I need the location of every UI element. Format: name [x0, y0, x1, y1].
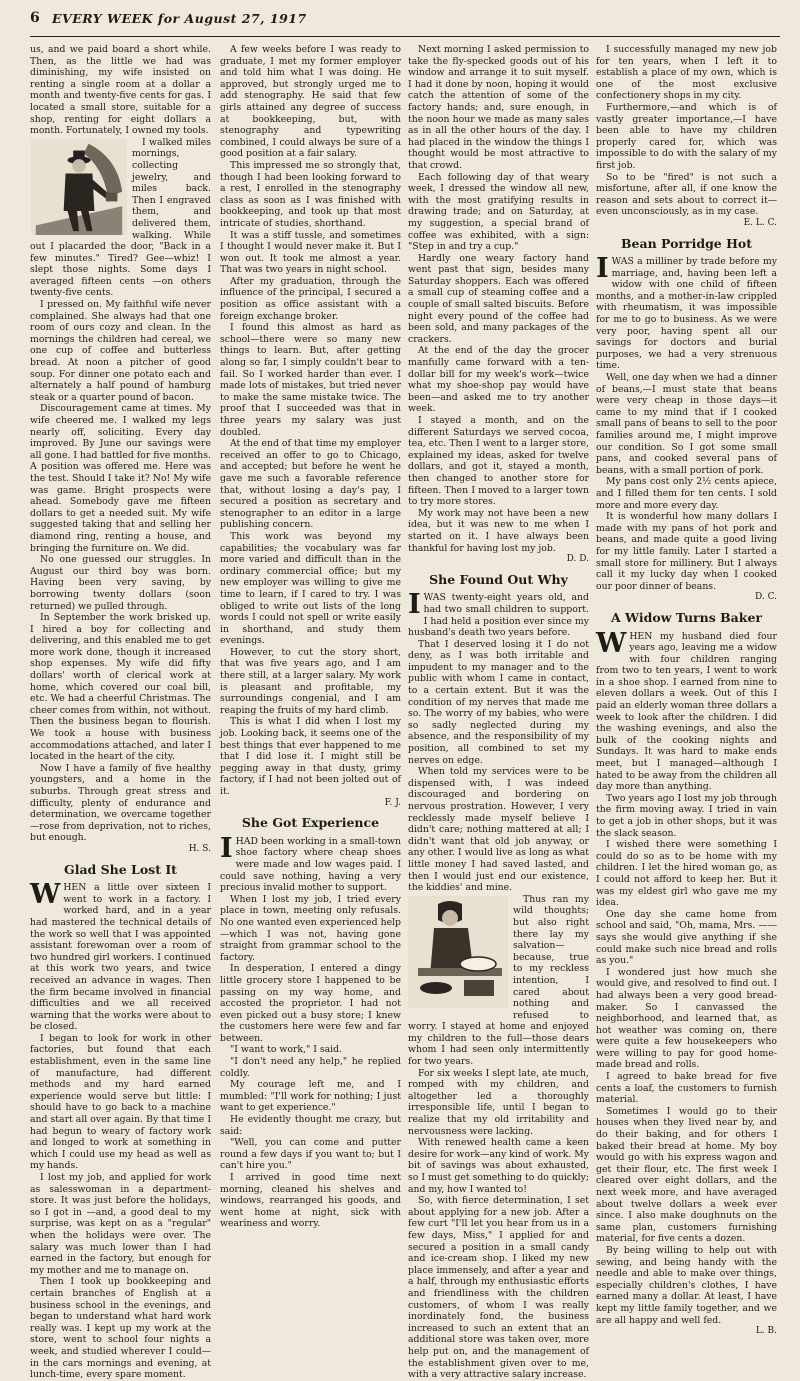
- story-paragraph: Next morning I asked permission to take the fly-specked goods out of his window and arrange it to suit myself. I had it done by noon, hoping it would catch the attention of some of the factory hands; and, sure enough, in the noon hour we made as many sales as in all the other hours of the day. I had placed in the window the things I thought would be most attractive to that crowd.: [408, 44, 589, 171]
- author-initials: L. B.: [755, 1326, 777, 1337]
- story-paragraph: I arrived in good time next morning, cleaned his shelves and windows, rearranged his goods, and went home at night, sick with weariness and worry.: [220, 1172, 401, 1230]
- drop-cap: W: [596, 627, 627, 659]
- story-paragraph: Two years ago I lost my job through the firm moving away. I tried in vain to get a job in other shops, but it was the slack season.: [596, 792, 777, 839]
- story-title: Bean Porridge Hot: [620, 235, 753, 251]
- story-paragraph: It was a stiff tussle, and sometimes I thought I would never make it. But I won out. It took me almost a year. That was two years in night school.: [220, 229, 401, 276]
- drop-cap: W: [30, 879, 61, 911]
- story-paragraph: My courage left me, and I mumbled: "I'll work for nothing; I just want to get experience.": [220, 1079, 401, 1114]
- story-paragraph: With renewed health came a keen desire for work—any kind of work. My bit of savings was about exhausted, so I must get something to do quickly; and my, how I wanted to!: [408, 1137, 590, 1195]
- story-paragraph: "I want to work," I said.: [230, 1044, 343, 1056]
- story-paragraph: I stayed a month, and on the different Saturdays we served cocoa, tea, etc. Then I went to a larger store, explained my ideas, asked for twelve dollars, and got it, stayed a month, then changed to another store for fifteen. Then I moved to a larger town to try more stores.: [408, 415, 589, 508]
- story-paragraph: My pans cost only 2½ cents apiece, and I filled them for ten cents. I sold more and more every day.: [596, 476, 777, 511]
- story-paragraph: In September the work brisked up. I hired a boy for collecting and delivering, and this enabled me to get more work done, though it increased shop expenses. My wife did fifty dollars' worth of clerical work at home, which covered our coal bill, etc. We had a cheerful Christmas. The cheer comes from within, not without. Then the business began to flourish. We took a house with business accommodations attached, and later I located in the heart of the city.: [30, 612, 211, 763]
- story-paragraph: This work was beyond my capabilities; the vocabulary was far more varied and difficult than in the ordinary commercial office; but my new employer was willing to give me time to learn, if I cared to try. I was obliged to write out lists of the long words I could not spell or write easily in shorthand, and study them evenings.: [220, 530, 401, 647]
- story-paragraph: This is what I did when I lost my job. Looking back, it seems one of the best things that ever happened to me that I did lose it. I might still be pegging away in that dusty, grimy factory, if I had not been jolted out of it.: [220, 716, 401, 797]
- story-paragraph: One day she came home from school and said, "Oh, mama, Mrs. —— says she would give anything if she could make such nice bread and rolls as you.": [596, 908, 777, 967]
- story-paragraph: WHEN my husband died four years ago, leaving me a widow with four children ranging from two to ten years, I went to work in a shoe shop. I earned from nine to eleven dollars a week. Out of this I paid an elderly woman three dollars a week to look after the children. I did the washing evenings, and also the bulk of the cooking nights and Sundays. It was hard to make ends meet, but I managed—although I hated to be away from the children all day more than anything.: [596, 627, 777, 793]
- story-paragraph: So to be "fired" is not such a misfortune, after all, if one know the reason and sets about to correct it—even unconsciously, as in my case.: [596, 171, 777, 218]
- story-paragraph: By being willing to help out with sewing, and being handy with the needle and able to make over things, especially children's clothes, I have earned many a dollar. At least, I have kept my little family together, and we are all happy and well fed.: [596, 1244, 777, 1326]
- story-paragraph: IHAD been working in a small-town shoe factory where cheap shoes were made and low wages paid. I could save nothing, having a very precious invalid mother to support.: [220, 832, 401, 894]
- story-paragraph: IWAS a milliner by trade before my marriage, and, having been left a widow with one child of fifteen months, and a mother-in-law crippled with rheumatism, it was impossible for me to go to business. As we were very poor, having spent all our savings for doctors and burial purposes, we had a very strenuous time.: [596, 253, 777, 372]
- story-paragraph: This impressed me so strongly that, though I had been looking forward to a rest, I enrolled in the stenography class as soon as I was finished with bookkeeping, and took up that most intricate of studies, shorthand.: [220, 159, 401, 229]
- story-title: Glad She Lost It: [64, 861, 177, 877]
- story-paragraph: When I lost my job, I tried every place in town, meeting only refusals. No one wanted even experienced help—which I was not, having gone straight from grammar school to the factory.: [220, 893, 401, 963]
- story-paragraph: I successfully managed my new job for ten years, when I left it to establish a place of my own, which is one of the most exclusive confectionery shops in my city.: [596, 44, 777, 102]
- drop-cap: I: [408, 589, 421, 621]
- story-paragraph: Sometimes I would go to their houses when they lived near by, and do their baking, and for others I baked their bread at home. My boy would go with his express wagon and get their flour, etc. The first week I cleared over eight dollars, and the next week more, and have averaged about twelve dollars a week ever since. I also make doughnuts on the same plan, customers furnishing material, for five cents a dozen.: [596, 1105, 777, 1245]
- story-paragraph: After my graduation, through the influence of the principal, I secured a position as office assistant with a foreign exchange broker.: [220, 275, 401, 322]
- story-title: A Widow Turns Baker: [611, 609, 762, 625]
- story-paragraph: When told my services were to be dispensed with, I was indeed discouraged and bordering on nervous prostration. However, I very recklessly made myself believe I didn't care; nothing mattered at all; I didn't want that old job anyway, or any other. I would live as long as what little money I had saved lasted, and then I would just end our existence, the kiddies' and mine.: [408, 766, 589, 894]
- masthead: EVERY WEEK for August 27, 1917: [52, 11, 307, 26]
- author-initials: D. C.: [754, 592, 777, 603]
- story-paragraph: Furthermore,—and which is of vastly greater importance,—I have been able to have my children properly cared for, which was impossible to do with the salary of my first job.: [596, 101, 777, 171]
- story-paragraph: "I don't need any help," he replied coldly.: [220, 1056, 401, 1079]
- author-initials: F. J.: [384, 797, 401, 808]
- story-paragraph: Now I have a family of five healthy youngsters, and a home in the suburbs. Through great stress and difficulty, plenty of endurance and determination, we overcame together—rose from deprivation, not to riches, but enough.: [30, 762, 211, 844]
- story-paragraph: I lost my job, and applied for work as salesswoman in a department-store. It was just before the holidays, so I got in —and, a good deal to my surprise, was kept on as a "regular" when the holidays were over. The salary was much lower than I had earned in the factory, but enough for my mother and me to manage on.: [30, 1172, 211, 1276]
- story-paragraph: Thus ran my wild thoughts; but also right there lay my salvation—because, true to my reckless intention, I cared about nothing and refused to worry. I stayed at home and enjoyed my children to the full—those dears whom I had seen only intermittently for two years.: [408, 893, 589, 1068]
- story-paragraph: Then I took up bookkeeping and certain branches of English at a business school in the evenings, and began to understand what hard work really was. I kept up my work at the store, went to school four nights a week, and studied wherever I could—in the cars mornings and evening, at lunch-time, every spare moment.: [30, 1276, 211, 1381]
- story-title: She Found Out Why: [429, 571, 568, 587]
- drop-cap: I: [220, 832, 233, 864]
- story-title: She Got Experience: [241, 815, 380, 831]
- story-paragraph: I wondered just how much she would give, and resolved to find out. I had always been a very good bread-maker. So I canvassed the neighborhood, and learned that, as hot weather was coming on, there were quite a few housekeepers who were willing to pay for good home-made bread and rolls.: [596, 966, 777, 1071]
- author-initials: E. L. C.: [743, 217, 777, 228]
- story-paragraph: I began to look for work in other factories, but found that each establishment, even in the same line of manufacture, had different methods and my hard earned experience would serve but little: I should have to go back to a machine and start all over again. By that time I had begun to weary of factory work and longed to work at something in which I could use my head as well as my hands.: [30, 1032, 211, 1172]
- column-1: [30, 44, 212, 1381]
- story-paragraph: For six weeks I slept late, ate much, romped with my children, and altogether led a thoroughly irresponsible life, until I began to realize that my old irritability and nervousness were lacking.: [408, 1067, 589, 1137]
- page-number: 6: [30, 10, 40, 26]
- story-paragraph: I pressed on. My faithful wife never complained. She always had that one room of ours cozy and clean. In the mornings the children had cereal, we one cup of coffee and butterless bread. At noon a pitcher of good soup. For dinner one potato each and alternately a half pound of hamburg steak or a quarter pound of bacon.: [30, 299, 211, 403]
- story-paragraph: "Well, you can come and putter round a few days if you want to; but I can't hire you.": [220, 1137, 401, 1172]
- story-paragraph: It is wonderful how many dollars I made with my pans of hot pork and beans, and made quite a good living for my little family. Later I started a small store for millinery. But I always call it my lucky day when I cooked our poor dinner of beans.: [596, 511, 777, 592]
- author-initials: D. D.: [566, 554, 589, 565]
- illustration-woman-baking: [408, 896, 508, 1008]
- column-4: [596, 44, 777, 1337]
- column-2: [220, 44, 401, 1230]
- page-header: [30, 10, 780, 37]
- drop-cap: I: [596, 253, 609, 285]
- story-paragraph: Discouragement came at times. My wife cheered me. I walked my legs nearly off, soliciting. Every day improved. By June our savings were all gone. I had battled for five months. A position was offered me. Here was the test. Should I take it? No! My wife was game. Bright prospects were ahead. Somebody gave me fifteen dollars to get a needed suit. My wife suggested taking that and selling her diamond ring, renting a house, and bringing the furniture on. We did.: [30, 403, 212, 554]
- story-paragraph: I found this almost as hard as school—there were so many new things to learn. But, after getting along so far, I simply couldn't bear to fail. So I worked harder than ever. I made lots of mistakes, but tried never to make the same mistake twice. The proof that I succeeded was that in three years my salary was just doubled.: [220, 322, 401, 438]
- story-paragraph: Hardly one weary factory hand went past that sign, besides many Saturday shoppers. Each was offered a small cup of steaming coffee and a couple of small salted biscuits. Before night every pound of the coffee had been sold, and many packages of the crackers.: [408, 252, 589, 345]
- story-paragraph: No one guessed our struggles. In August our third boy was born. Having been very saving, by borrowing twenty dollars (soon returned) we pulled through.: [30, 554, 211, 612]
- story-paragraph: A few weeks before I was ready to graduate, I met my former employer and told him what I was doing. He approved, but strongly urged me to add stenography. He said that few girls attained any degree of success at bookkeeping, but, with stenography and typewriting combined, I could always be sure of a good position at a fair salary.: [220, 44, 401, 160]
- illustration-man-walking: [30, 139, 128, 235]
- author-initials: H. S.: [188, 843, 211, 854]
- story-paragraph: us, and we paid board a short while. Then, as the little we had was diminishing, my wife insisted on renting a single room at a dollar a month and twenty-five cents for gas. I located a small store, suitable for a shop, renting for eight dollars a month. Fortunately, I owned my tools.: [30, 44, 211, 137]
- column-3: [408, 44, 590, 1381]
- story-paragraph: In desperation, I entered a dingy little grocery store I happened to be passing on my way home, and accosted the proprietor. I had not even picked out a busy store; I knew the customers here were few and far between.: [220, 963, 401, 1044]
- story-paragraph: However, to cut the story short, that was five years ago, and I am there still, at a larger salary. My work is pleasant and profitable, my surroundings congenial, and I am reaping the fruits of my hard climb.: [220, 646, 401, 716]
- story-paragraph: At the end of the day the grocer manfully came forward with a ten-dollar bill for my week's work—twice what my shoe-shop pay would have been—and asked me to try another week.: [408, 345, 589, 415]
- story-paragraph: At the end of that time my employer received an offer to go to Chicago, and accepted; but before he went he gave me such a favorable reference that, without losing a day's pay, I secured a position as secretary and stenographer to an editor in a large publishing concern.: [220, 438, 401, 531]
- story-paragraph: Each following day of that weary week, I dressed the window all new, with the most gratifying results in drawing trade; and on Saturday, at my suggestion, a special brand of coffee was exhibited, with a sign: "Step in and try a cup.": [408, 171, 589, 253]
- story-paragraph: WHEN a little over sixteen I went to work in a factory. I worked hard, and in a year had mastered the technical details of the work so well that I was appointed assistant forewoman over a room of two hundred girl workers. I continued at this work two years, and twice received an advance in wages. Then the firm became involved in financial difficulties and we all received warning that the works were about to be closed.: [30, 879, 211, 1033]
- story-paragraph: He evidently thought me crazy, but said:: [220, 1114, 401, 1137]
- story-paragraph: I wished there were something I could do so as to be home with my children. I let the hired woman go, as I could not afford to keep her. But it was my eldest girl who gave me my idea.: [596, 839, 777, 909]
- story-paragraph: IWAS twenty-eight years old, and had two small children to support. I had held a position ever since my husband's death two years before.: [408, 589, 589, 639]
- story-paragraph: I agreed to bake bread for five cents a loaf, the customers to furnish material.: [596, 1071, 777, 1106]
- story-paragraph: My work may not have been a new idea, but it was new to me when I started on it. I have always been thankful for having lost my job.: [408, 507, 589, 554]
- story-paragraph: So, with fierce determination, I set about applying for a new job. After a few curt "I'll let you hear from us in a few days, Miss," I applied for and secured a position in a small candy and ice-cream shop. I liked my new place immensely, and after a year and a half, through my enthusiastic efforts and friendliness with the children customers, of whom I was really inordinately fond, the business increased to such an extent that an additional store was taken over, more help put on, and the management of the establishment given over to me, with a very attractive salary increase.: [408, 1195, 589, 1381]
- story-paragraph: I walked miles mornings, collecting jewelry, and miles back. Then I engraved them, and delivered them, walking. While out I placarded the door, "Back in a few minutes." Tired? Gee—whiz! I slept those nights. Some days I averaged fifteen cents —on others twenty-five cents.: [30, 136, 211, 299]
- story-paragraph: Well, one day when we had a dinner of beans,—I must state that beans were very cheap in those days—it came to my mind that if I cooked small pans of beans to sell to the poor families around me, I might improve our condition. So I got some small pans, and cooked several pans of beans, with a small portion of pork.: [596, 372, 777, 476]
- story-paragraph: That I deserved losing it I do not deny, as I was both irritable and impudent to my manager and to the public with whom I came in contact, to a certain extent. But it was the condition of my nerves that made me so. The worry of my babies, who were so sadly neglected during my absence, and the responsibility of my position, all combined to set my nerves on edge.: [408, 638, 589, 766]
